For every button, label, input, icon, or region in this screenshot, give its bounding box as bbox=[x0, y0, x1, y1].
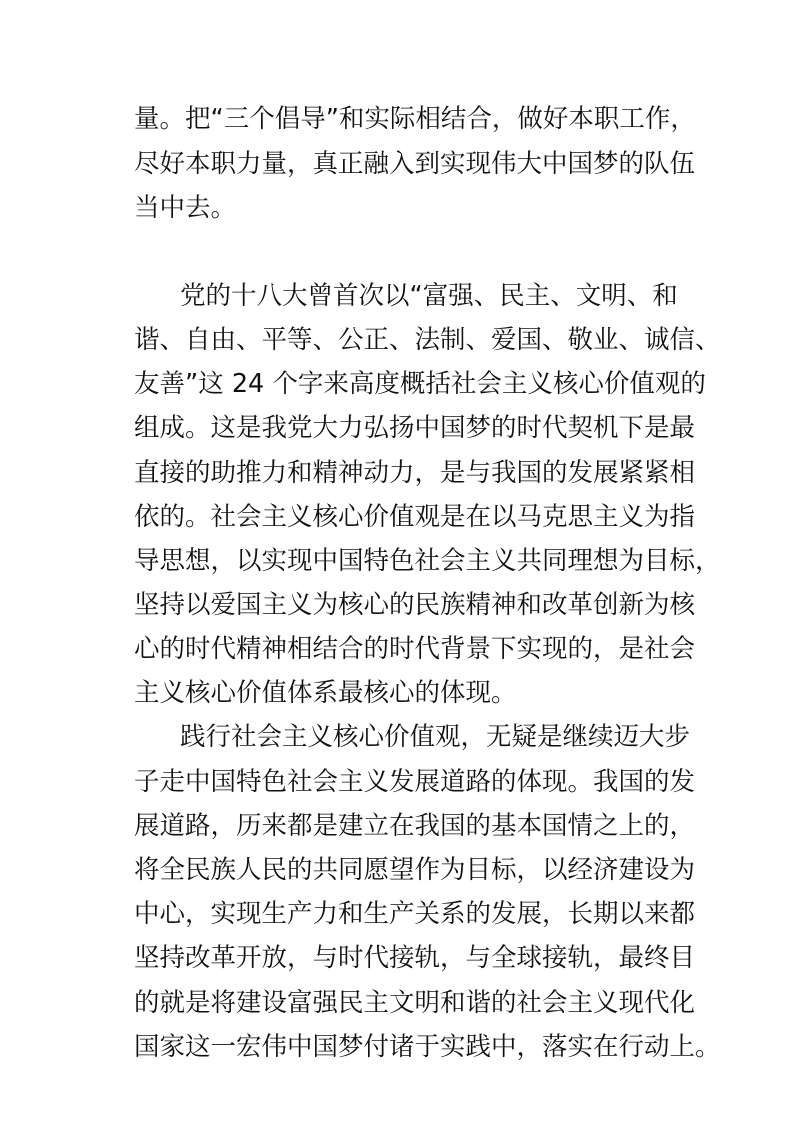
text-line: 心的时代精神相结合的时代背景下实现的，是社会 bbox=[134, 634, 696, 664]
text-line: 友善”这 24 个字来高度概括社会主义核心价值观的 bbox=[134, 369, 706, 399]
text-line: 谐、自由、平等、公正、法制、爱国、敬业、诚信、 bbox=[134, 325, 721, 355]
text-line: 导思想，以实现中国特色社会主义共同理想为目标， bbox=[134, 546, 721, 576]
text-line: 将全民族人民的共同愿望作为目标，以经济建设为 bbox=[134, 855, 696, 885]
text-line: 组成。这是我党大力弘扬中国梦的时代契机下是最 bbox=[134, 413, 696, 443]
text-line: 的就是将建设富强民主文明和谐的社会主义现代化 bbox=[134, 988, 696, 1018]
text-line: 党的十八大曾首次以“富强、民主、文明、和 bbox=[180, 281, 678, 311]
text-line: 展道路，历来都是建立在我国的基本国情之上的， bbox=[134, 811, 696, 841]
text-line: 量。把“三个倡导”和实际相结合，做好本职工作， bbox=[134, 104, 696, 134]
text-line: 当中去。 bbox=[134, 193, 237, 223]
text-line: 坚持以爱国主义为核心的民族精神和改革创新为核 bbox=[134, 590, 696, 620]
text-line: 践行社会主义核心价值观，无疑是继续迈大步 bbox=[180, 722, 691, 752]
text-line: 坚持改革开放，与时代接轨，与全球接轨，最终目 bbox=[134, 943, 696, 973]
text-line: 直接的助推力和精神动力，是与我国的发展紧紧相 bbox=[134, 458, 696, 488]
text-line: 中心，实现生产力和生产关系的发展，长期以来都 bbox=[134, 899, 696, 929]
text-line: 尽好本职力量，真正融入到实现伟大中国梦的队伍 bbox=[134, 149, 696, 179]
text-line: 主义核心价值体系最核心的体现。 bbox=[134, 678, 517, 708]
text-line: 国家这一宏伟中国梦付诸于实践中，落实在行动上。 bbox=[134, 1032, 721, 1062]
text-line: 依的。社会主义核心价值观是在以马克思主义为指 bbox=[134, 502, 696, 532]
text-line: 子走中国特色社会主义发展道路的体现。我国的发 bbox=[134, 767, 696, 797]
